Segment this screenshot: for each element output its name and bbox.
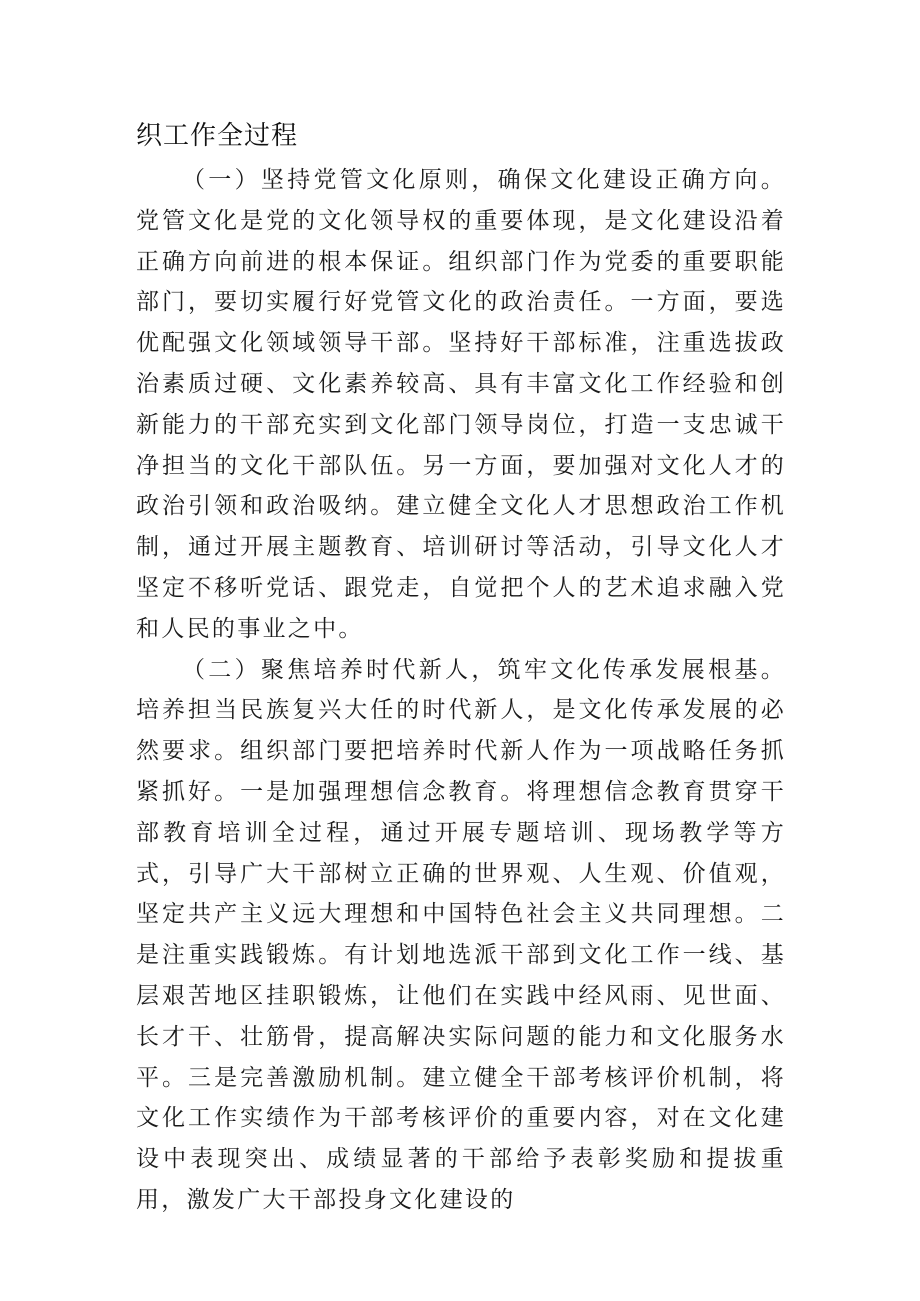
section-heading-fragment: 织工作全过程 (136, 121, 299, 151)
paragraph-1: （一）坚持党管文化原则，确保文化建设正确方向。党管文化是党的文化领导权的重要体现，是文化建设沿着正确方向前进的根本保证。组织部门作为党委的重要职能部门，要切实履行好党管文化的政治责任。一方面，要选优配强文化领域领导干部。坚持好干部标准，注重选拔政治素质过硬、文化素养较高、具有丰富文化工作经验和创新能力的干部充实到文化部门领导岗位，打造一支忠诚干净担当的文化干部队伍。另一方面，要加强对文化人才的政治引领和政治吸纳。建立健全文化人才思想政治工作机制，通过开展主题教育、培训研讨等活动，引导文化人才坚定不移听党话、跟党走，自觉把个人的艺术追求融入党和人民的事业之中。 (136, 167, 786, 642)
paragraph-2: （二）聚焦培养时代新人，筑牢文化传承发展根基。培养担当民族复兴大任的时代新人，是文化传承发展的必然要求。组织部门要把培养时代新人作为一项战略任务抓紧抓好。一是加强理想信念教育。将理想信念教育贯穿干部教育培训全过程，通过开展专题培训、现场教学等方式，引导广大干部树立正确的世界观、人生观、价值观，坚定共产主义远大理想和中国特色社会主义共同理想。二是注重实践锻炼。有计划地选派干部到文化工作一线、基层艰苦地区挂职锻炼，让他们在实践中经风雨、见世面、长才干、壮筋骨，提高解决实际问题的能力和文化服务水平。三是完善激励机制。建立健全干部考核评价机制，将文化工作实绩作为干部考核评价的重要内容，对在文化建设中表现突出、成绩显著的干部给予表彰奖励和提拔重用，激发广大干部投身文化建设的 (136, 656, 786, 1213)
document-body (136, 160, 786, 1221)
